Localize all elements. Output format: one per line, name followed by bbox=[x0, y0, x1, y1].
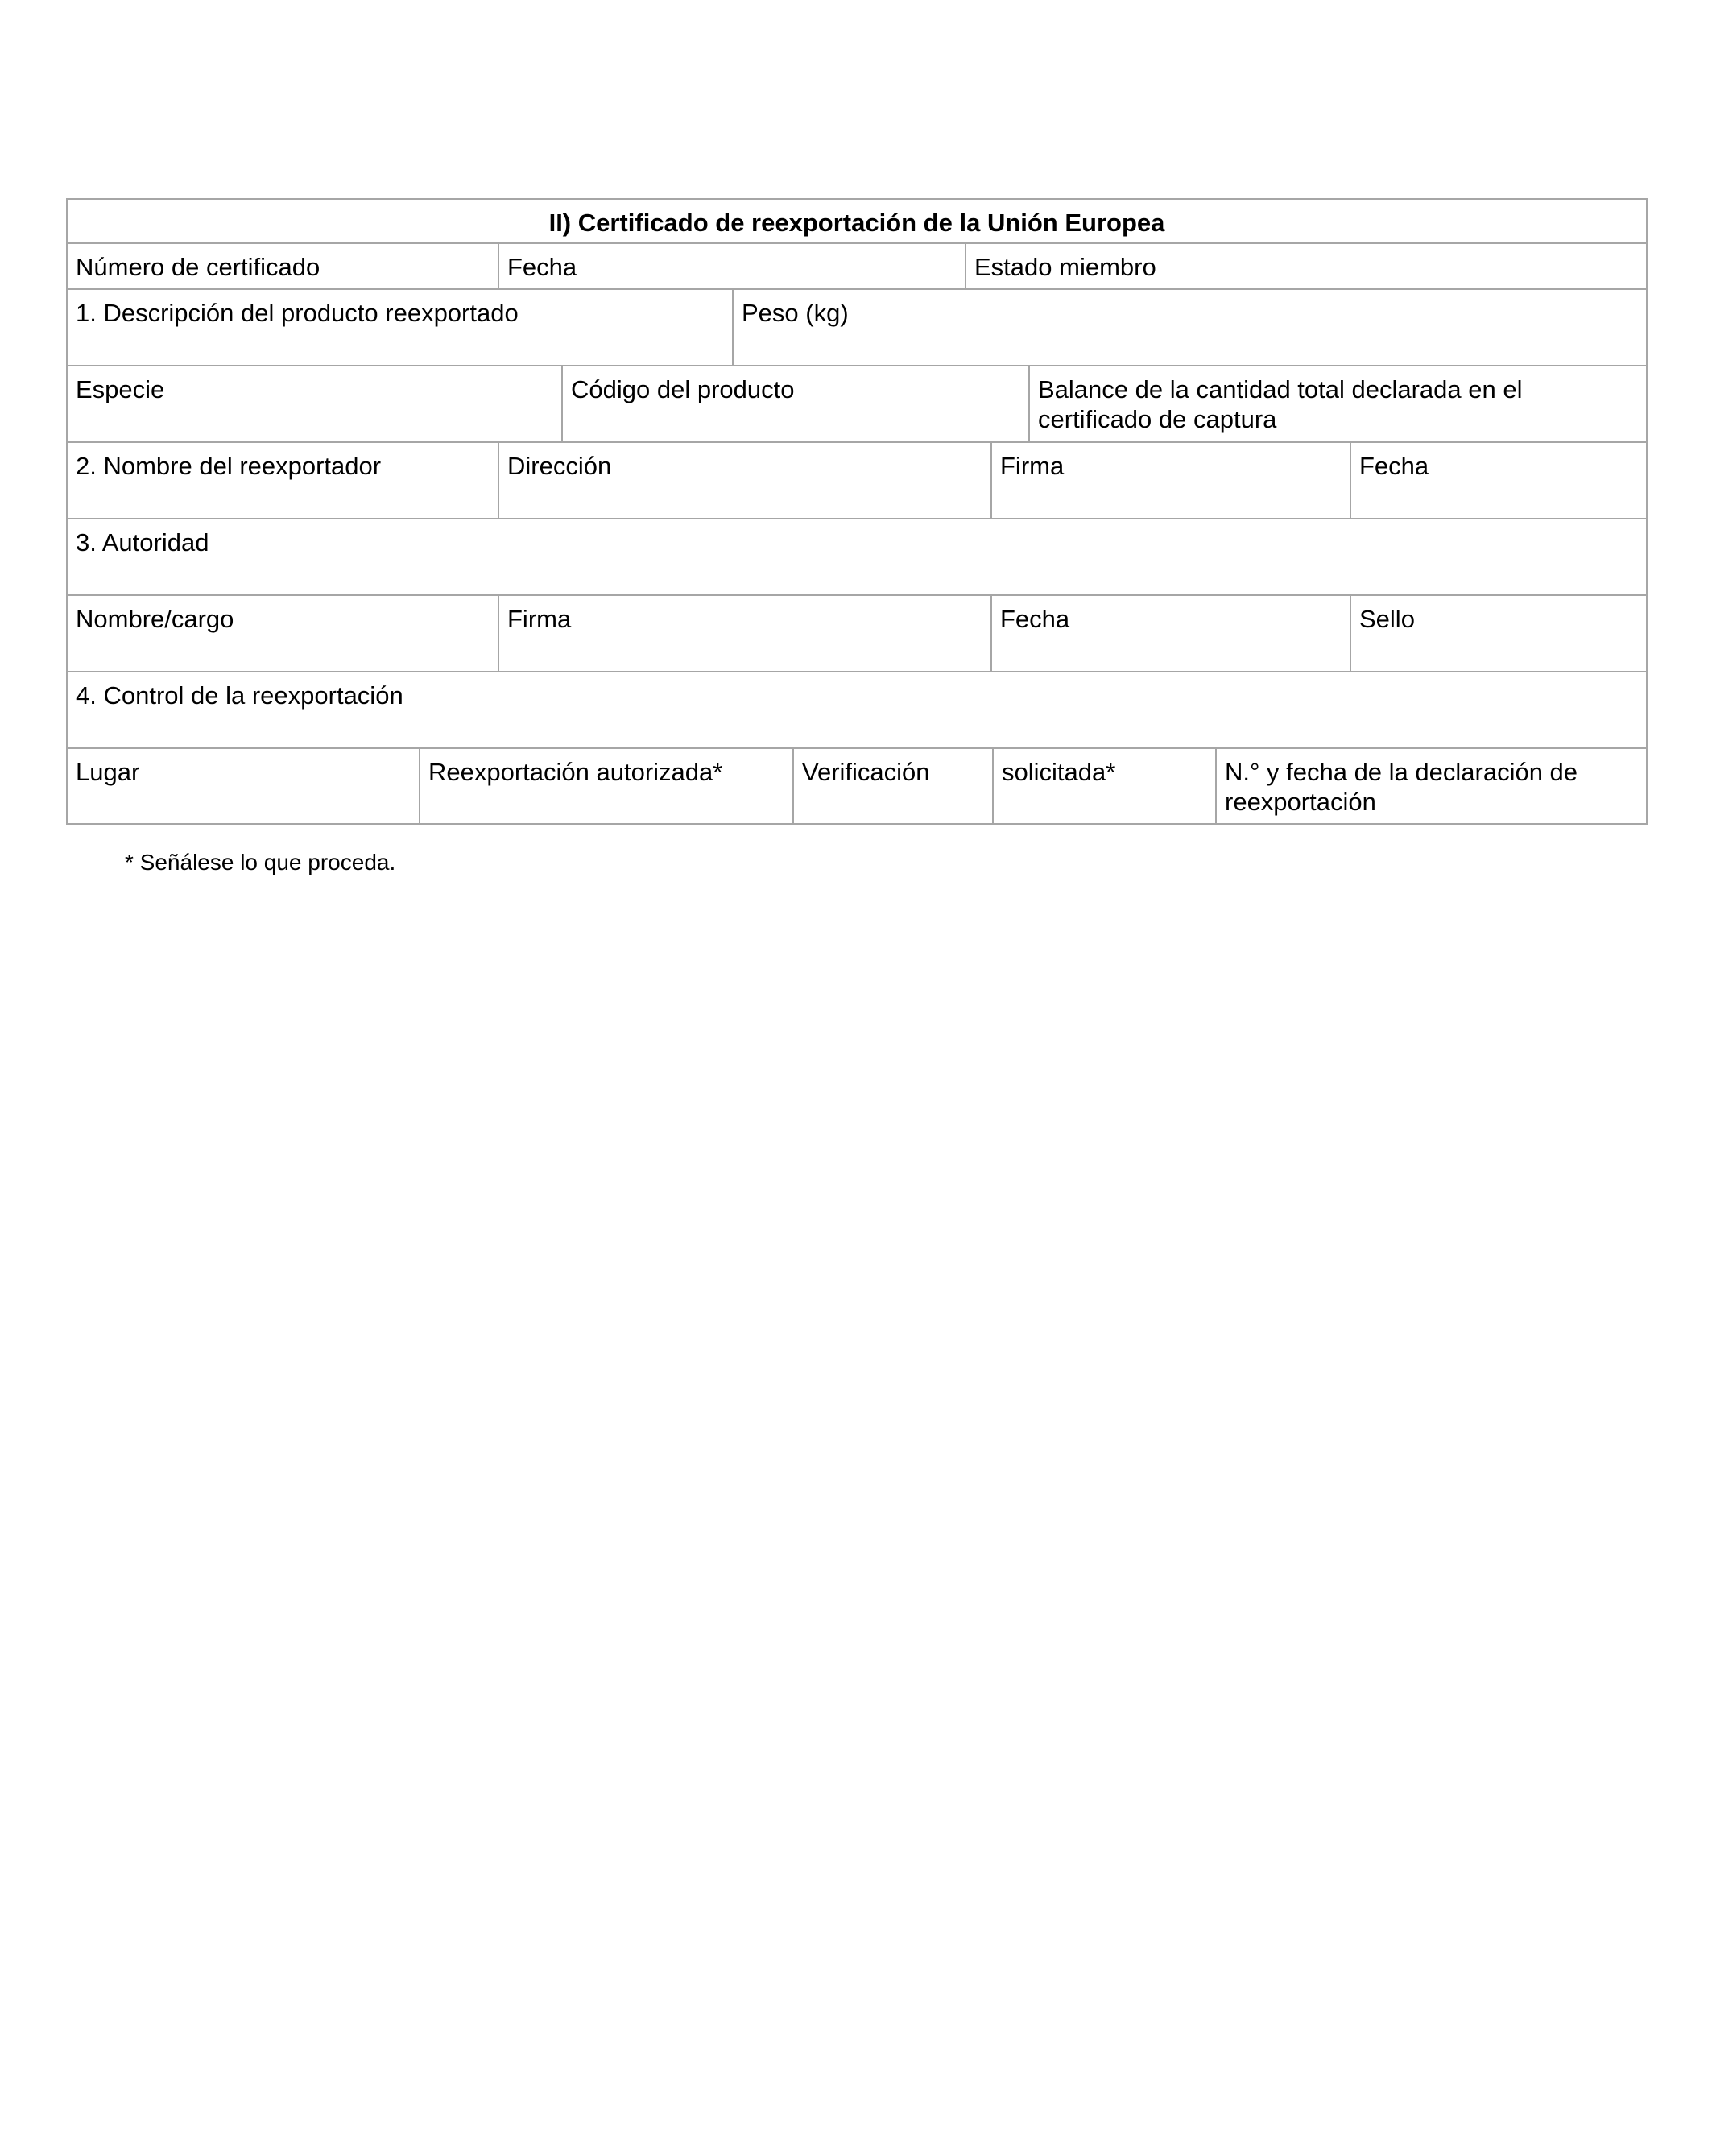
product-code-field[interactable]: Código del producto bbox=[563, 366, 1030, 441]
title-row bbox=[66, 198, 1648, 244]
certificate-date-field[interactable]: Fecha bbox=[499, 244, 966, 288]
authority-signature-field[interactable]: Firma bbox=[499, 596, 992, 671]
species-row bbox=[66, 366, 1648, 443]
verification-field[interactable]: Verificación bbox=[794, 749, 994, 823]
requested-field[interactable]: solicitada* bbox=[994, 749, 1217, 823]
reexporter-name-field[interactable]: 2. Nombre del reexportador bbox=[68, 443, 499, 518]
authority-heading-row bbox=[66, 519, 1648, 596]
place-field[interactable]: Lugar bbox=[68, 749, 420, 823]
control-row bbox=[66, 749, 1648, 825]
seal-field[interactable]: Sello bbox=[1359, 605, 1415, 633]
address-field[interactable]: Dirección bbox=[499, 443, 992, 518]
quantity-balance-field[interactable]: Balance de la cantidad total declarada en el certificado de captura bbox=[1038, 375, 1523, 433]
reexporter-date-field[interactable]: Fecha bbox=[1359, 452, 1429, 480]
authority-date-field[interactable]: Fecha bbox=[992, 596, 1351, 671]
certificate-number-field[interactable]: Número de certificado bbox=[68, 244, 499, 288]
form-title: II) Certificado de reexportación de la Unión Europea bbox=[548, 209, 1165, 237]
product-description-row bbox=[66, 290, 1648, 366]
reexport-authorised-field[interactable]: Reexportación autorizada* bbox=[420, 749, 794, 823]
footnote: * Señálese lo que proceda. bbox=[125, 850, 396, 875]
authority-row bbox=[66, 596, 1648, 672]
reexport-certificate-form bbox=[66, 198, 1648, 825]
reexporter-row bbox=[66, 443, 1648, 519]
product-description-field[interactable]: 1. Descripción del producto reexportado bbox=[68, 290, 734, 365]
name-position-field[interactable]: Nombre/cargo bbox=[68, 596, 499, 671]
member-state-field[interactable]: Estado miembro bbox=[974, 253, 1156, 281]
reexporter-signature-field[interactable]: Firma bbox=[992, 443, 1351, 518]
declaration-number-date-field[interactable]: N.° y fecha de la declaración de reexportación bbox=[1225, 758, 1578, 816]
species-field[interactable]: Especie bbox=[68, 366, 563, 441]
weight-field[interactable]: Peso (kg) bbox=[742, 299, 849, 327]
authority-heading: 3. Autoridad bbox=[76, 528, 209, 557]
certificate-info-row bbox=[66, 244, 1648, 290]
control-heading: 4. Control de la reexportación bbox=[76, 681, 403, 710]
control-heading-row bbox=[66, 672, 1648, 749]
